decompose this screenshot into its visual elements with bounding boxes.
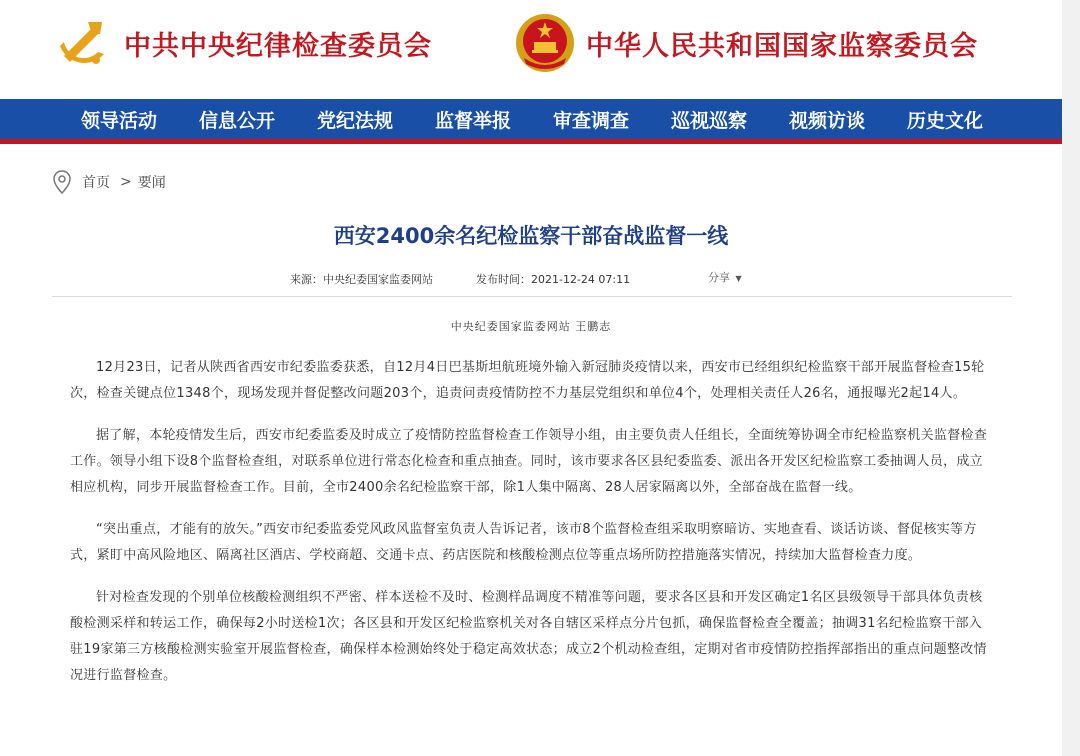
article-meta (0, 269, 1062, 289)
divider (52, 296, 1012, 297)
nav-item-reporting[interactable]: 监督举报 (434, 109, 511, 132)
org-title-left: 中共中央纪律检查委员会 (124, 30, 432, 62)
paragraph: 据了解，本轮疫情发生后，西安市纪委监委及时成立了疫情防控监督检查工作领导小组，由主要负责人任组长，全面统筹协调全市纪检监察机关监督检查工作。领导小组下设8个监督检查组，对联系单位进行常态化检查和重点抽查。同时，该市要求各区县纪委监委、派出各开发区纪检监察工委抽调人员，成立相应机构，同步开展监督检查工作。目前，全市2400余名纪检监察干部，除1人集中隔离、28人居家隔离以外，全部奋战在监督一线。 (70, 428, 988, 495)
paragraph: “突出重点，才能有的放矢。”西安市纪委监委党风政风监督室负责人告诉记者，该市8个监督检查组采取明察暗访、实地查看、谈话访谈、督促核实等方式，紧盯中高风险地区、隔离社区酒店、学校商超、交通卡点、药店医院和核酸检测点位等重点场所防控措施落实情况，持续加大监督检查力度。 (70, 522, 977, 563)
article-body (70, 355, 994, 705)
national-emblem-icon (514, 12, 576, 74)
party-emblem-icon (52, 12, 114, 74)
nav-item-leadership[interactable]: 领导活动 (80, 109, 157, 132)
article-byline: 中央纪委国家监委网站 王鹏志 (450, 320, 612, 333)
article-title: 西安2400余名纪检监察干部奋战监督一线 (333, 224, 729, 248)
nav-item-history[interactable]: 历史文化 (906, 109, 983, 132)
org-title-right: 中华人民共和国国家监察委员会 (586, 30, 978, 62)
breadcrumb (52, 170, 166, 194)
article-publish-time: 发布时间：2021-12-24 07:11 (476, 273, 631, 286)
breadcrumb-separator: > (120, 174, 132, 190)
share-button[interactable] (708, 269, 742, 285)
nav-item-regulations[interactable]: 党纪法规 (316, 109, 393, 132)
paragraph: 12月23日，记者从陕西省西安市纪委监委获悉，自12月4日巴基斯坦航班境外输入新冠肺炎疫情以来，西安市已经组织纪检监察干部开展监督检查15轮次，检查关键点位1348个，现场发现并督促整改问题203个，追责问责疫情防控不力基层党组织和单位4个，处理相关责任人26名，通报曝光2起14人。 (70, 360, 985, 401)
caret-down-icon: ▼ (735, 274, 742, 283)
share-label: 分享 (708, 271, 730, 284)
paragraph: 针对检查发现的个别单位核酸检测组织不严密、样本送检不及时、检测样品调度不精准等问题，要求各区县和开发区确定1名区县级领导干部具体负责核酸检测采样和转运工作，确保每2小时送检1次；各区县和开发区纪检监察机关对各自辖区采样点分片包抓，确保监督检查全覆盖；抽调31名纪检监察干部入驻19家第三方核酸检测实验室开展监督检查，确保样本检测始终处于稳定高效状态；成立2个机动检查组，定期对省市疫情防控指挥部指出的重点问题整改情况进行监督检查。 (70, 590, 987, 683)
location-pin-icon (52, 170, 72, 194)
breadcrumb-current[interactable]: 要闻 (137, 175, 166, 191)
main-nav (0, 99, 1080, 144)
breadcrumb-home[interactable]: 首页 (82, 175, 110, 191)
nav-item-info[interactable]: 信息公开 (198, 109, 275, 132)
logo-ccdi[interactable] (52, 12, 432, 74)
nav-item-video[interactable]: 视频访谈 (788, 109, 865, 132)
page-gutter (1062, 0, 1080, 756)
nav-item-inspection[interactable]: 巡视巡察 (670, 109, 747, 132)
nav-item-investigation[interactable]: 审查调查 (552, 109, 629, 132)
site-header (0, 0, 1062, 100)
logo-nsc[interactable] (514, 12, 978, 74)
article-source: 来源：中央纪委国家监委网站 (290, 273, 433, 286)
